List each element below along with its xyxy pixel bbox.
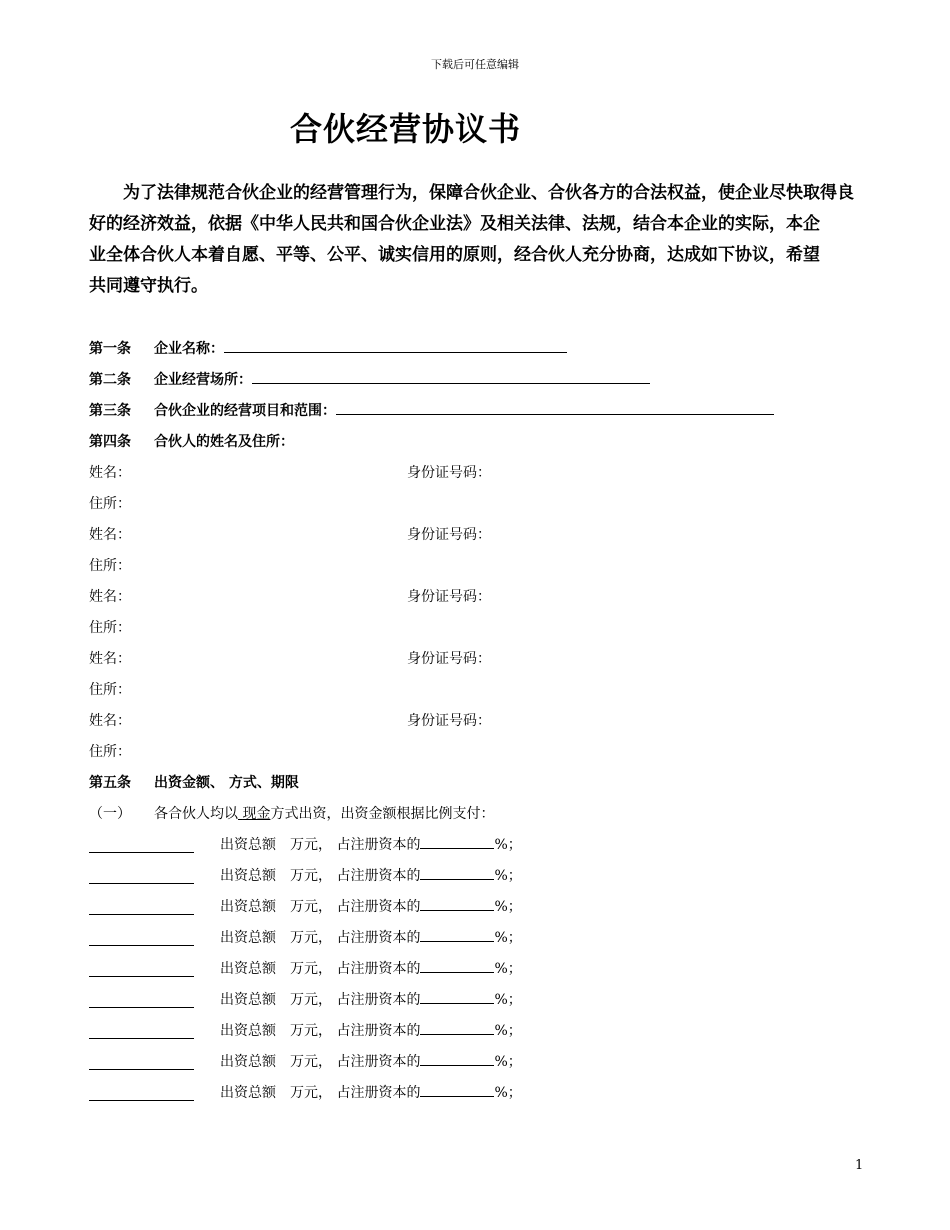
partner-blank[interactable]: [89, 838, 194, 853]
article-number: 第三条: [89, 403, 131, 419]
name-label: 姓名：: [89, 465, 131, 481]
percent-blank[interactable]: [420, 834, 494, 849]
contribution-clause: [89, 803, 494, 825]
company-name-blank[interactable]: [224, 338, 567, 353]
contribution-row: [89, 1020, 559, 1042]
partner-name-row: [89, 710, 491, 732]
partner-name-row: [89, 524, 491, 546]
partner-name-row: [89, 586, 491, 608]
partner-blank[interactable]: [89, 900, 194, 915]
business-scope-blank[interactable]: [336, 400, 774, 415]
address-label: 住所：: [89, 496, 131, 512]
intro-line: 为了法律规范合伙企业的经营管理行为，保障合伙企业、合伙各方的合法权益，使企业尽快取得良: [123, 183, 854, 203]
name-label: 姓名：: [89, 527, 131, 543]
contribution-row-text: 出资总额 万元， 占注册资本的 %；: [220, 989, 522, 1011]
page-number: 1: [855, 1158, 864, 1173]
partner-address-row: [89, 617, 131, 639]
intro-line: 业全体合伙人本着自愿、平等、公平、诚实信用的原则，经合伙人充分协商，达成如下协议，希望: [89, 245, 820, 265]
partner-blank[interactable]: [89, 1024, 194, 1039]
article-text: 企业经营场所：: [154, 372, 252, 388]
article-text: 出资金额、 方式、期限: [154, 775, 299, 791]
partner-address-row: [89, 493, 131, 515]
percent-blank[interactable]: [420, 1051, 494, 1066]
contribution-row-text: 出资总额 万元， 占注册资本的 %；: [220, 1051, 522, 1073]
contribution-row: [89, 865, 559, 887]
contribution-row: [89, 958, 559, 980]
contribution-method: 现金: [242, 806, 271, 822]
partner-name-row: [89, 648, 491, 670]
contribution-row-text: 出资总额 万元， 占注册资本的 %；: [220, 896, 522, 918]
partner-blank[interactable]: [89, 1086, 194, 1101]
document-title: 合伙经营协议书: [290, 110, 522, 148]
percent-blank[interactable]: [420, 865, 494, 880]
article-1: [89, 338, 567, 360]
intro-paragraph: [89, 178, 934, 302]
address-label: 住所：: [89, 558, 131, 574]
percent-blank[interactable]: [420, 896, 494, 911]
percent-blank[interactable]: [420, 989, 494, 1004]
id-label: 身份证号码：: [407, 527, 491, 543]
article-number: 第一条: [89, 341, 131, 357]
contribution-row: [89, 989, 559, 1011]
partner-address-row: [89, 555, 131, 577]
name-label: 姓名：: [89, 589, 131, 605]
article-number: 第五条: [89, 775, 131, 791]
article-3: [89, 400, 774, 422]
contribution-row-text: 出资总额 万元， 占注册资本的 %；: [220, 834, 522, 856]
id-label: 身份证号码：: [407, 651, 491, 667]
contribution-row-text: 出资总额 万元， 占注册资本的 %；: [220, 927, 522, 949]
contribution-row-text: 出资总额 万元， 占注册资本的 %；: [220, 865, 522, 887]
contribution-row: [89, 1082, 559, 1104]
partner-blank[interactable]: [89, 962, 194, 977]
intro-line: 好的经济效益，依据《中华人民共和国合伙企业法》及相关法律、法规，结合本企业的实际，本企: [89, 214, 820, 234]
partner-blank[interactable]: [89, 1055, 194, 1070]
contribution-row-text: 出资总额 万元， 占注册资本的 %；: [220, 958, 522, 980]
contribution-row: [89, 896, 559, 918]
partner-blank[interactable]: [89, 993, 194, 1008]
percent-blank[interactable]: [420, 1082, 494, 1097]
name-label: 姓名：: [89, 651, 131, 667]
article-5: [89, 772, 299, 794]
clause-text: 各合伙人均以: [154, 806, 238, 822]
partner-address-row: [89, 679, 131, 701]
article-number: 第二条: [89, 372, 131, 388]
address-label: 住所：: [89, 682, 131, 698]
article-text: 合伙人的姓名及住所：: [154, 434, 294, 450]
article-2: [89, 369, 650, 391]
id-label: 身份证号码：: [407, 589, 491, 605]
contribution-row-text: 出资总额 万元， 占注册资本的 %；: [220, 1082, 522, 1104]
contribution-row: [89, 927, 559, 949]
id-label: 身份证号码：: [407, 713, 491, 729]
intro-line: 共同遵守执行。: [89, 276, 208, 296]
business-location-blank[interactable]: [252, 369, 650, 384]
contribution-row-text: 出资总额 万元， 占注册资本的 %；: [220, 1020, 522, 1042]
address-label: 住所：: [89, 620, 131, 636]
id-label: 身份证号码：: [407, 465, 491, 481]
contribution-row: [89, 834, 559, 856]
partner-address-row: [89, 741, 131, 763]
name-label: 姓名：: [89, 713, 131, 729]
article-text: 企业名称：: [154, 341, 224, 357]
article-4: [89, 431, 294, 453]
clause-number: （一）: [89, 806, 131, 822]
partner-blank[interactable]: [89, 869, 194, 884]
article-text: 合伙企业的经营项目和范围：: [154, 403, 336, 419]
percent-blank[interactable]: [420, 1020, 494, 1035]
partner-blank[interactable]: [89, 931, 194, 946]
percent-blank[interactable]: [420, 958, 494, 973]
clause-text: 方式出资，出资金额根据比例支付：: [270, 806, 495, 822]
percent-blank[interactable]: [420, 927, 494, 942]
address-label: 住所：: [89, 744, 131, 760]
header-note: 下载后可任意编辑: [431, 58, 519, 71]
partner-name-row: [89, 462, 491, 484]
article-number: 第四条: [89, 434, 131, 450]
contribution-row: [89, 1051, 559, 1073]
